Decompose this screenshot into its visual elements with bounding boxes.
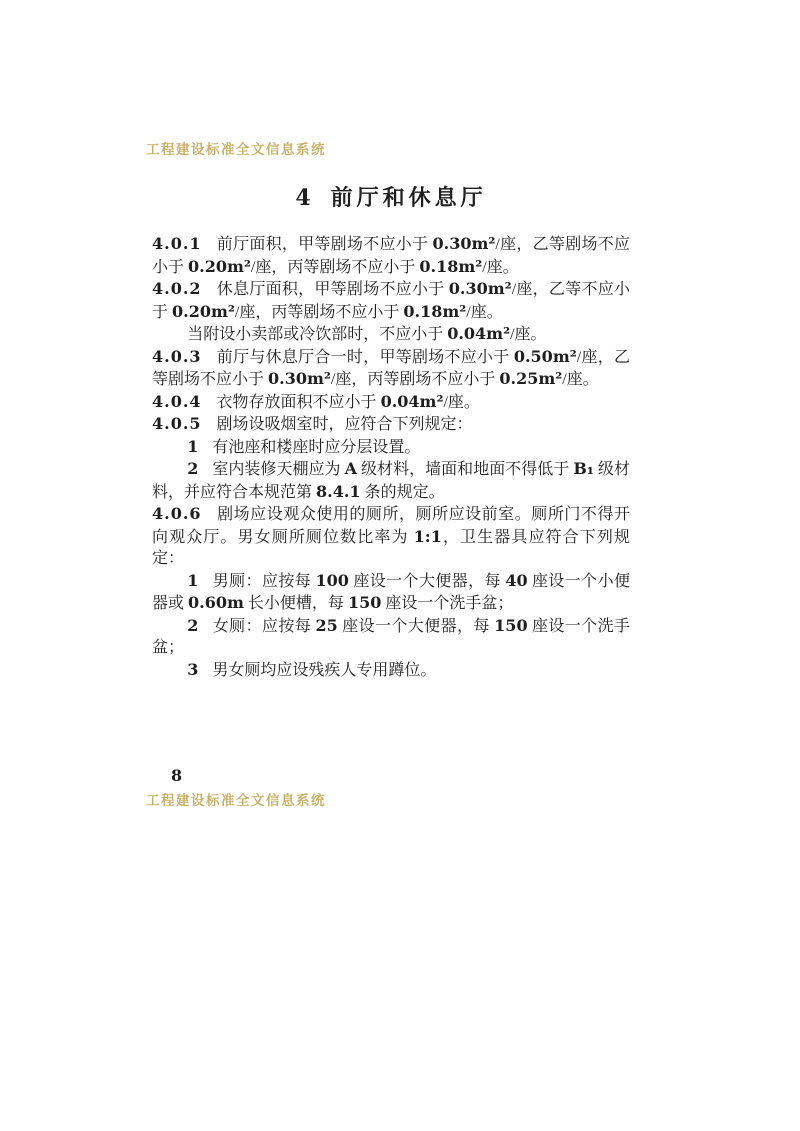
clause-4-0-3 [152, 346, 630, 391]
item-number: 2 [187, 459, 199, 478]
clause-number: 4.0.1 [152, 234, 202, 253]
clause-4-0-5-item-1 [152, 436, 630, 459]
clause-4-0-5 [152, 413, 630, 436]
clause-text: 剧场设吸烟室时，应符合下列规定： [216, 416, 473, 433]
item-text: 有池座和楼座时应分层设置。 [212, 438, 421, 456]
clause-4-0-6-item-2 [152, 615, 630, 659]
clause-4-0-6-item-3 [152, 659, 630, 682]
chapter-number: 4 [295, 185, 311, 211]
header-brand-text: 工程建设标准全文信息系统 [146, 142, 326, 157]
clause-text: 前厅面积，甲等剧场不应小于 0.30m²/座，乙等剧场不应小于 0.20m²/座，丙等剧场不应小于 0.18m²/座。 [152, 234, 630, 276]
clause-4-0-2-note [152, 323, 630, 346]
item-text: 室内装修天棚应为 A 级材料，墙面和地面不得低于 B₁ 级材料，并应符合本规范第 8.4.1 条的规定。 [152, 459, 630, 501]
clause-4-0-6-item-1 [152, 570, 630, 615]
footer-brand-text: 工程建设标准全文信息系统 [146, 793, 326, 808]
item-text: 男厕：应按每 100 座设一个大便器，每 40 座设一个小便器或 0.60m 长小便槽，每 150 座设一个洗手盆； [152, 570, 630, 612]
clause-number: 4.0.6 [152, 504, 202, 523]
document-body [152, 233, 630, 681]
clause-number: 4.0.2 [152, 279, 202, 298]
clause-number: 4.0.4 [152, 391, 202, 411]
clause-4-0-1 [152, 233, 630, 278]
item-number: 1 [187, 436, 199, 456]
clause-number: 4.0.3 [152, 346, 202, 366]
clause-text: 当附设小卖部或冷饮部时，不应小于 0.04m²/座。 [187, 324, 547, 343]
clause-4-0-2 [152, 278, 630, 323]
item-text: 男女厕均应设残疾人专用蹲位。 [212, 661, 437, 679]
clause-4-0-4 [152, 391, 630, 414]
clause-text: 休息厅面积，甲等剧场不应小于 0.30m²/座，乙等不应小于 0.20m²/座，丙等剧场不应小于 0.18m²/座。 [152, 279, 630, 321]
clause-text: 衣物存放面积不应小于 0.04m²/座。 [216, 391, 480, 411]
item-number: 2 [187, 615, 199, 635]
page-number: 8 [171, 766, 183, 785]
chapter-title [152, 181, 630, 212]
clause-4-0-5-item-2 [152, 458, 630, 503]
clause-number: 4.0.5 [152, 414, 202, 433]
item-text: 女厕：应按每 25 座设一个大便器，每 150 座设一个洗手盆； [152, 615, 630, 656]
clause-4-0-6 [152, 503, 630, 570]
item-number: 1 [187, 570, 199, 590]
chapter-title-text: 前厅和休息厅 [330, 185, 487, 210]
clause-text: 剧场应设观众使用的厕所，厕所应设前室。厕所门不得开向观众厅。男女厕所厕位数比率为 1:1，卫生器具应符合下列规定： [152, 506, 630, 567]
clause-text: 前厅与休息厅合一时，甲等剧场不应小于 0.50m²/座，乙等剧场不应小于 0.30m²/座，丙等剧场不应小于 0.25m²/座。 [152, 346, 630, 388]
item-number: 3 [187, 659, 199, 679]
